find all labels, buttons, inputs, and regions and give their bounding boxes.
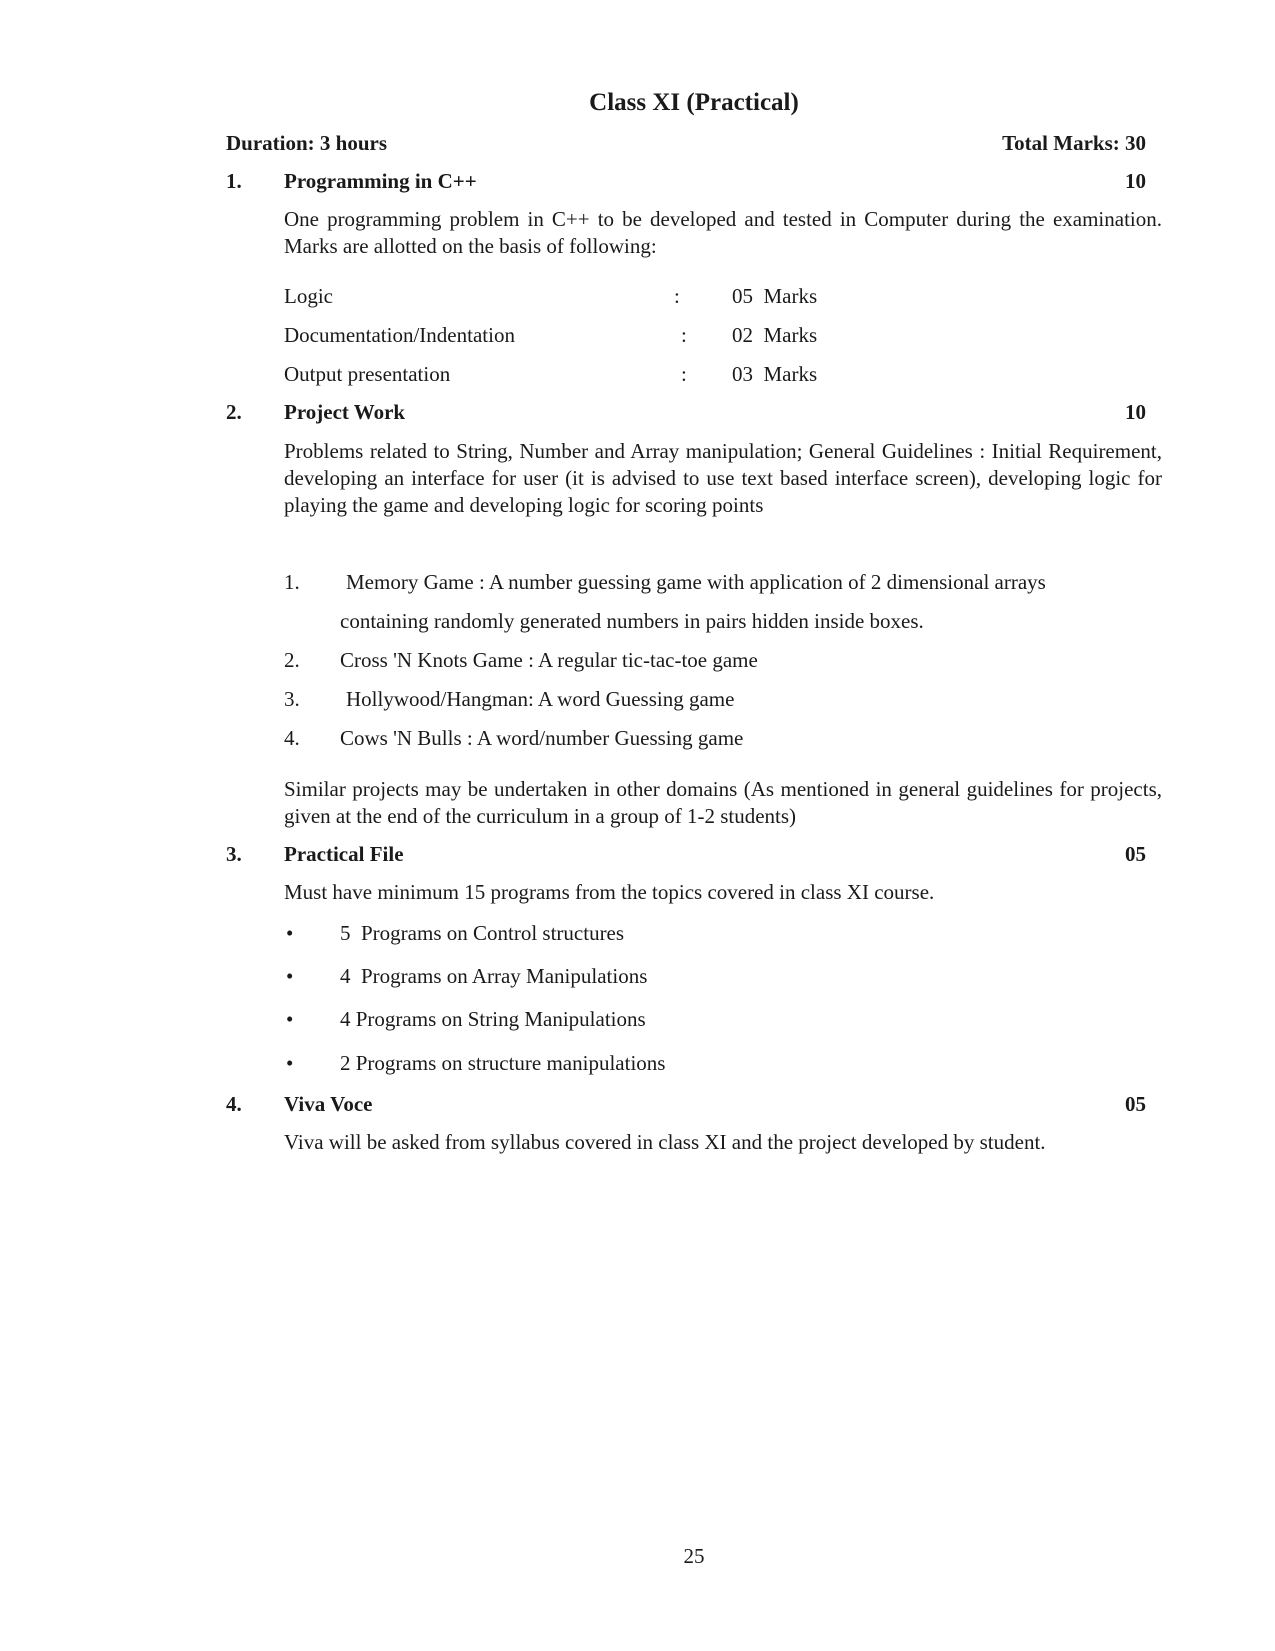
criteria-separator: : — [681, 323, 687, 347]
page-number: 25 — [683, 1544, 705, 1568]
project-item-number: 3. — [284, 687, 300, 711]
duration-label: Duration: 3 hours — [226, 131, 388, 155]
bullet-icon: • — [286, 1051, 294, 1075]
section-3-number: 3. — [226, 842, 242, 866]
project-item-number: 2. — [284, 648, 300, 672]
project-item-text: Memory Game : A number guessing game with application of 2 dimensional arrays — [346, 570, 1046, 594]
bullet-item-text: 4 Programs on Array Manipulations — [340, 964, 648, 988]
section-3-heading: Practical File — [284, 842, 404, 866]
section-1-number: 1. — [226, 169, 242, 193]
section-2-marks: 10 — [1125, 400, 1146, 424]
criteria-label: Output presentation — [284, 362, 451, 386]
project-item-text: Hollywood/Hangman: A word Guessing game — [346, 687, 735, 711]
section-3-marks: 05 — [1125, 842, 1146, 866]
project-item-text: Cross 'N Knots Game : A regular tic-tac-toe game — [340, 648, 758, 672]
criteria-label: Documentation/Indentation — [284, 323, 515, 347]
project-item-continuation: containing randomly generated numbers in pairs hidden inside boxes. — [340, 609, 924, 633]
section-4-description: Viva will be asked from syllabus covered in class XI and the project developed by student. — [284, 1130, 1046, 1154]
section-3-description: Must have minimum 15 programs from the topics covered in class XI course. — [284, 880, 935, 904]
section-4-number: 4. — [226, 1092, 242, 1116]
section-1-description: One programming problem in C++ to be developed and tested in Computer during the examination. Marks are allotted on the basis of following: — [284, 207, 1162, 258]
section-2-note: Similar projects may be undertaken in other domains (As mentioned in general guidelines for projects, given at the end of the curriculum in a group of 1-2 students) — [284, 777, 1162, 828]
section-2-heading: Project Work — [284, 400, 406, 424]
criteria-value: 02 Marks — [732, 323, 818, 347]
bullet-item-text: 2 Programs on structure manipulations — [340, 1051, 666, 1075]
bullet-item-text: 4 Programs on String Manipulations — [340, 1007, 646, 1031]
section-1-heading: Programming in C++ — [284, 169, 477, 193]
section-4-heading: Viva Voce — [284, 1092, 373, 1116]
page-title: Class XI (Practical) — [589, 89, 799, 116]
project-item-number: 4. — [284, 726, 300, 750]
criteria-separator: : — [674, 284, 680, 308]
bullet-icon: • — [286, 1007, 294, 1031]
section-1-marks: 10 — [1125, 169, 1146, 193]
bullet-icon: • — [286, 964, 294, 988]
criteria-separator: : — [681, 362, 687, 386]
criteria-value: 05 Marks — [732, 284, 818, 308]
criteria-label: Logic — [284, 284, 333, 308]
section-2-number: 2. — [226, 400, 242, 424]
section-4-marks: 05 — [1125, 1092, 1146, 1116]
criteria-value: 03 Marks — [732, 362, 818, 386]
project-item-text: Cows 'N Bulls : A word/number Guessing game — [340, 726, 744, 750]
project-item-number: 1. — [284, 570, 300, 594]
bullet-item-text: 5 Programs on Control structures — [340, 921, 625, 945]
section-2-description: Problems related to String, Number and Array manipulation; General Guidelines : Initial Requirement, developing an interface for user (it is advised to use text based interface screen), developing logic for playing the game and developing logic for scoring points — [284, 439, 1162, 517]
total-marks-label: Total Marks: 30 — [1002, 131, 1146, 155]
bullet-icon: • — [286, 921, 294, 945]
